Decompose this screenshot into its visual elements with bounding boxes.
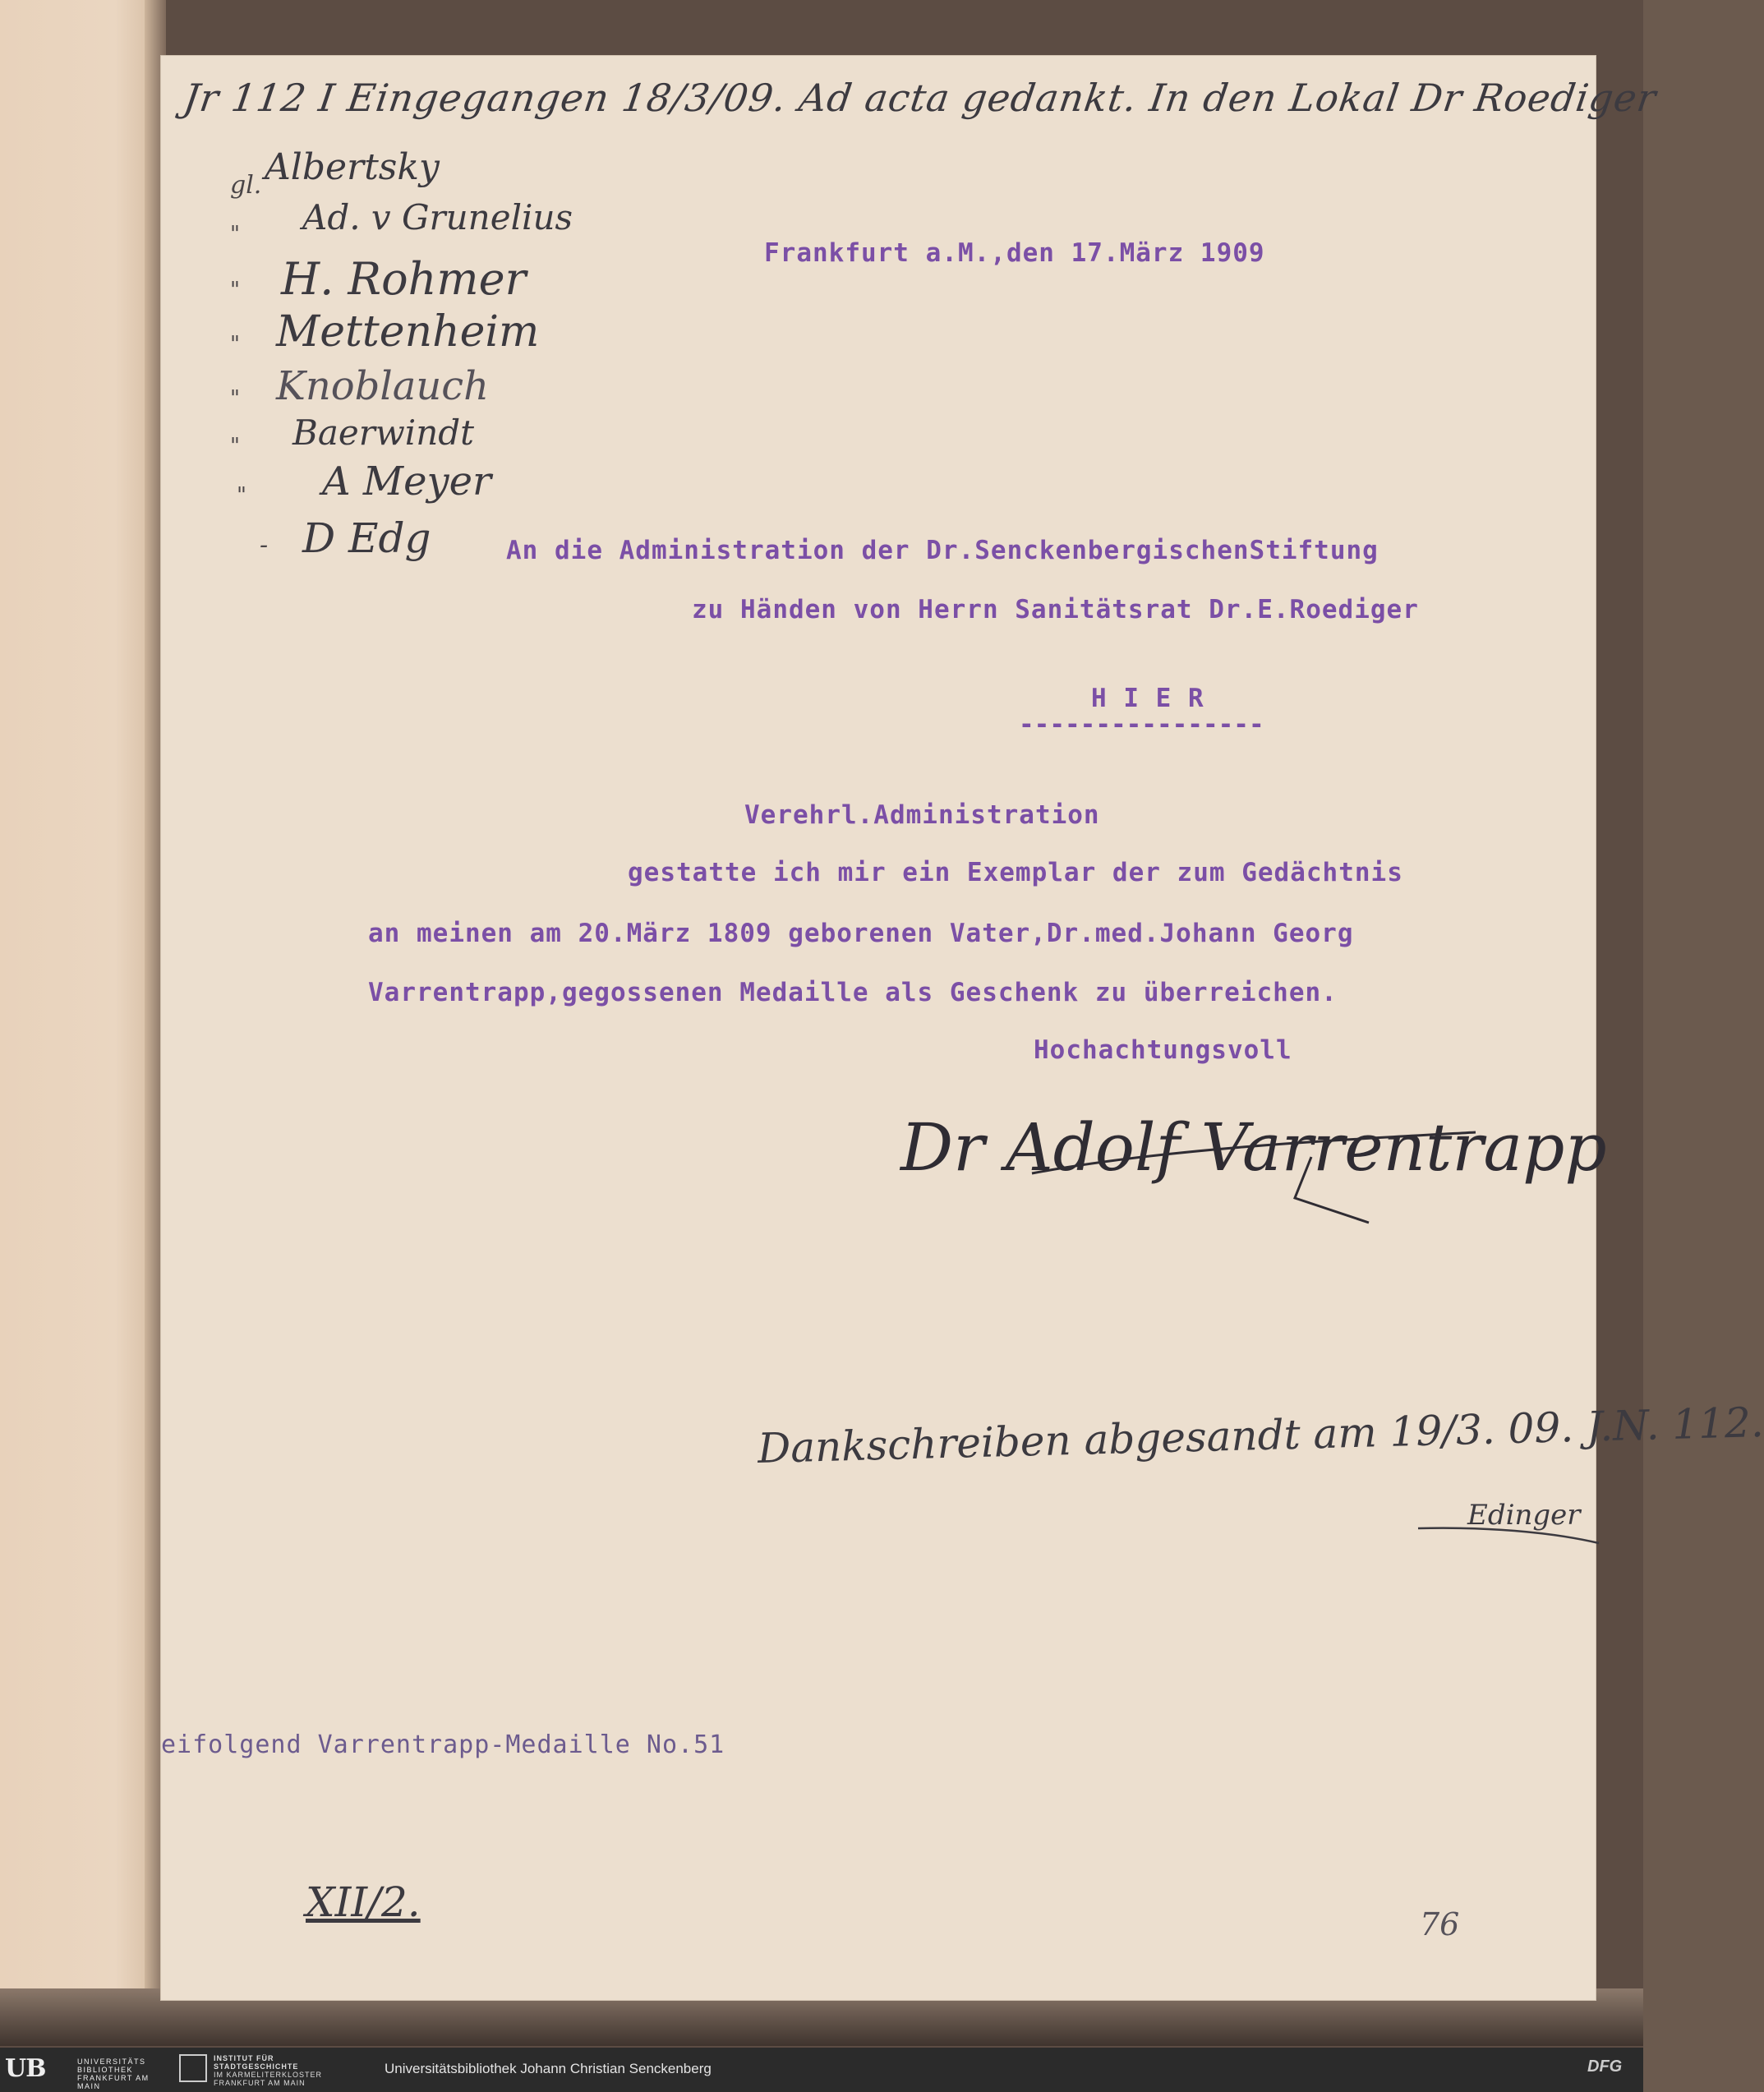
circulation-mark: - <box>260 531 269 560</box>
ub-logo-mark: UB <box>5 2054 46 2083</box>
isg-logo-icon <box>179 2054 207 2082</box>
circulation-mark: " <box>230 332 240 357</box>
circulation-name: Mettenheim <box>276 307 540 357</box>
isg-logo[interactable] <box>179 2053 368 2087</box>
viewer-footer <box>0 2048 1643 2092</box>
file-mark: XII/2. <box>306 1878 421 1926</box>
credit-text: Universitätsbibliothek Johann Christian Senckenberg <box>385 2061 712 2076</box>
signature: Dr Adolf Varrentrapp <box>900 1109 1607 1186</box>
body-line-3: Varrentrapp,gegossenen Medaille als Geschenk zu überreichen. <box>368 978 1338 1007</box>
circulation-mark: " <box>230 386 240 411</box>
hier-heading: H I E R <box>1091 684 1204 713</box>
letter-page <box>161 56 1764 2000</box>
circulation-name: Knoblauch <box>276 363 490 409</box>
address-line-2: zu Händen von Herrn Sanitätsrat Dr.E.Roediger <box>692 595 1419 624</box>
date-line: Frankfurt a.M.,den 17.März 1909 <box>764 238 1265 268</box>
reply-initials: Edinger <box>1467 1499 1581 1532</box>
closing: Hochachtungsvoll <box>1034 1035 1292 1065</box>
dfg-logo[interactable]: DFG <box>1587 2057 1623 2076</box>
isg-logo-line: INSTITUT FÜR <box>214 2054 274 2062</box>
enclosure-note: eifolgend Varrentrapp-Medaille No.51 <box>161 1730 725 1759</box>
isg-logo-text <box>214 2054 322 2087</box>
isg-logo-line: IM KARMELITERKLOSTER <box>214 2071 323 2079</box>
reply-underline <box>1418 1520 1607 1553</box>
hier-underline: ---------------- <box>1019 710 1264 740</box>
isg-logo-line: FRANKFURT AM MAIN <box>214 2079 306 2087</box>
circulation-mark: " <box>230 222 240 247</box>
ub-logo[interactable] <box>5 2054 169 2090</box>
ub-logo-text <box>77 2057 169 2090</box>
body-line-2: an meinen am 20.März 1809 geborenen Vater,Dr.med.Johann Georg <box>368 919 1354 948</box>
facing-page <box>0 0 164 2021</box>
ub-logo-line: BIBLIOTHEK <box>77 2066 134 2074</box>
body-line-1: gestatte ich mir ein Exemplar der zum Gedächtnis <box>628 858 1403 887</box>
circulation-name: Baerwindt <box>292 412 475 453</box>
isg-logo-line: STADTGESCHICHTE <box>214 2062 299 2071</box>
circulation-name: H. Rohmer <box>281 253 527 305</box>
reply-note: Dankschreiben abgesandt am 19/3. 09. J.N. 112. <box>757 1398 1764 1473</box>
circulation-mark: " <box>230 434 240 458</box>
page-number: 76 <box>1420 1906 1460 1942</box>
circulation-mark: " <box>237 483 246 508</box>
ub-logo-line: UNIVERSITÄTS <box>77 2057 146 2066</box>
circulation-name: D Edg <box>302 514 431 562</box>
circulation-name: Albertsky <box>265 146 440 188</box>
address-line-1: An die Administration der Dr.SenckenbergischenStiftung <box>506 536 1379 565</box>
signature-flourish <box>1016 1124 1508 1223</box>
annotation-top: Jr 112 I Eingegangen 18/3/09. Ad acta gedankt. In den Lokal Dr Roediger <box>181 76 1660 120</box>
circulation-mark: " <box>230 278 240 302</box>
circulation-name: A Meyer <box>322 458 491 505</box>
circulation-mark: gl. <box>230 171 262 200</box>
salutation: Verehrl.Administration <box>744 800 1100 830</box>
circulation-name: Ad. v Grunelius <box>302 197 573 237</box>
ub-logo-line: FRANKFURT AM MAIN <box>77 2074 150 2090</box>
